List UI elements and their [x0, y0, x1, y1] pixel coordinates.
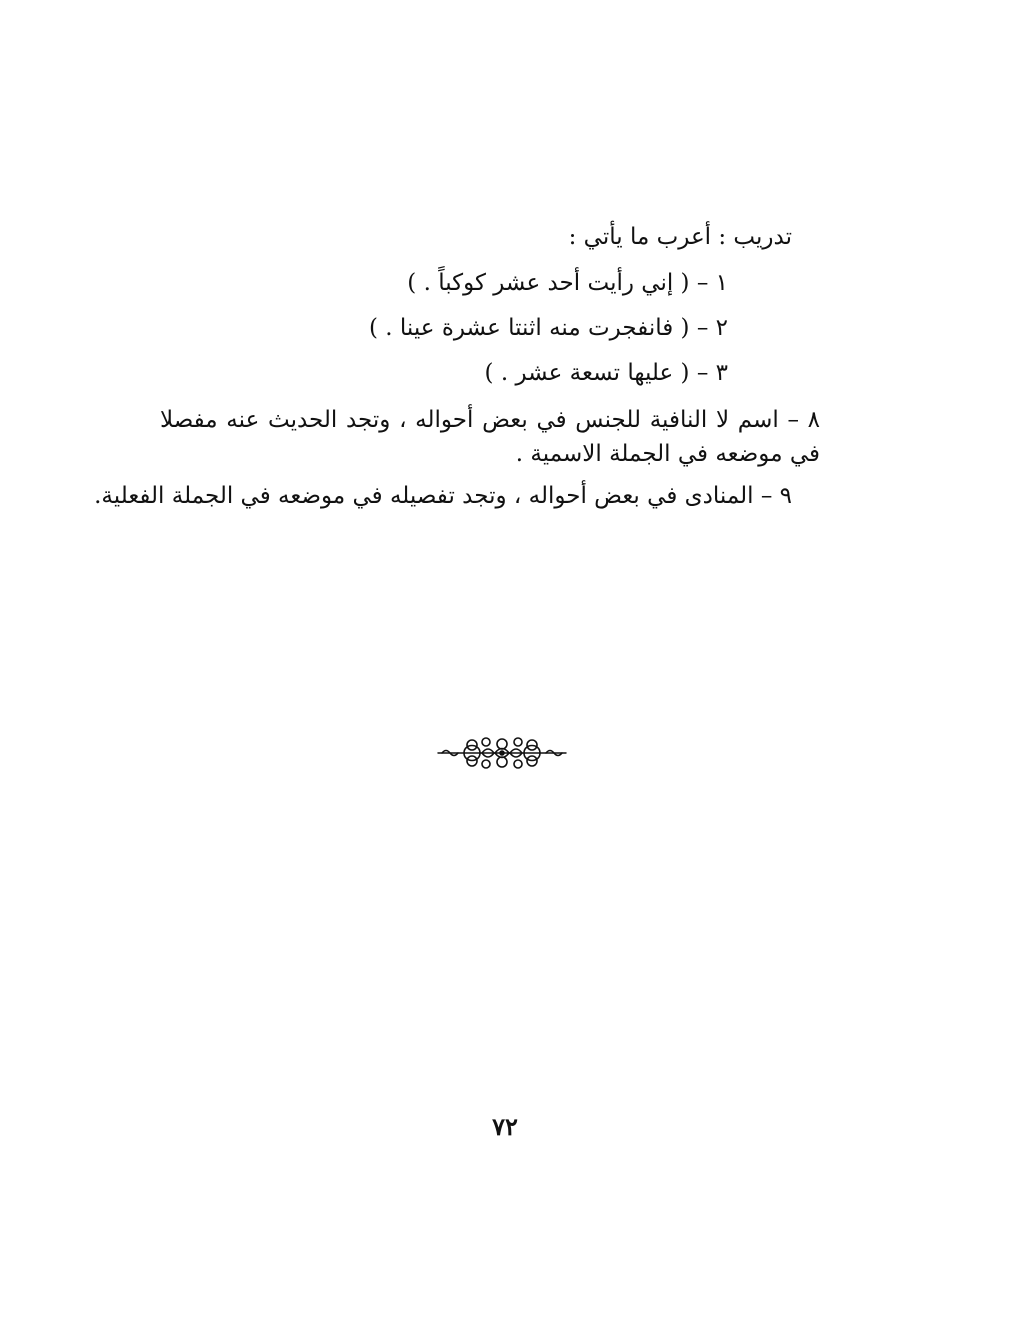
- page-number: ٧٢: [492, 1112, 518, 1141]
- exercise-item-1: ١ – ( إني رأيت أحد عشر كوكباً . ): [407, 270, 728, 296]
- exercise-item-2: ٢ – ( فانفجرت منه اثنتا عشرة عينا . ): [368, 315, 728, 341]
- exercise-heading: تدريب : أعرب ما يأتي :: [568, 224, 792, 250]
- floral-divider-icon: [436, 732, 568, 774]
- footnote-8: [160, 403, 820, 471]
- footnote-8-line-1: ٨ – اسم لا النافية للجنس في بعض أحواله ، وتجد الحديث عنه مفصلا: [160, 407, 820, 433]
- footnote-9: ٩ – المنادى في بعض أحواله ، وتجد تفصيله في موضعه في الجملة الفعلية.: [94, 483, 792, 509]
- exercise-item-3: ٣ – ( عليها تسعة عشر . ): [484, 360, 728, 386]
- footnote-8-line-2: في موضعه في الجملة الاسمية .: [515, 441, 820, 467]
